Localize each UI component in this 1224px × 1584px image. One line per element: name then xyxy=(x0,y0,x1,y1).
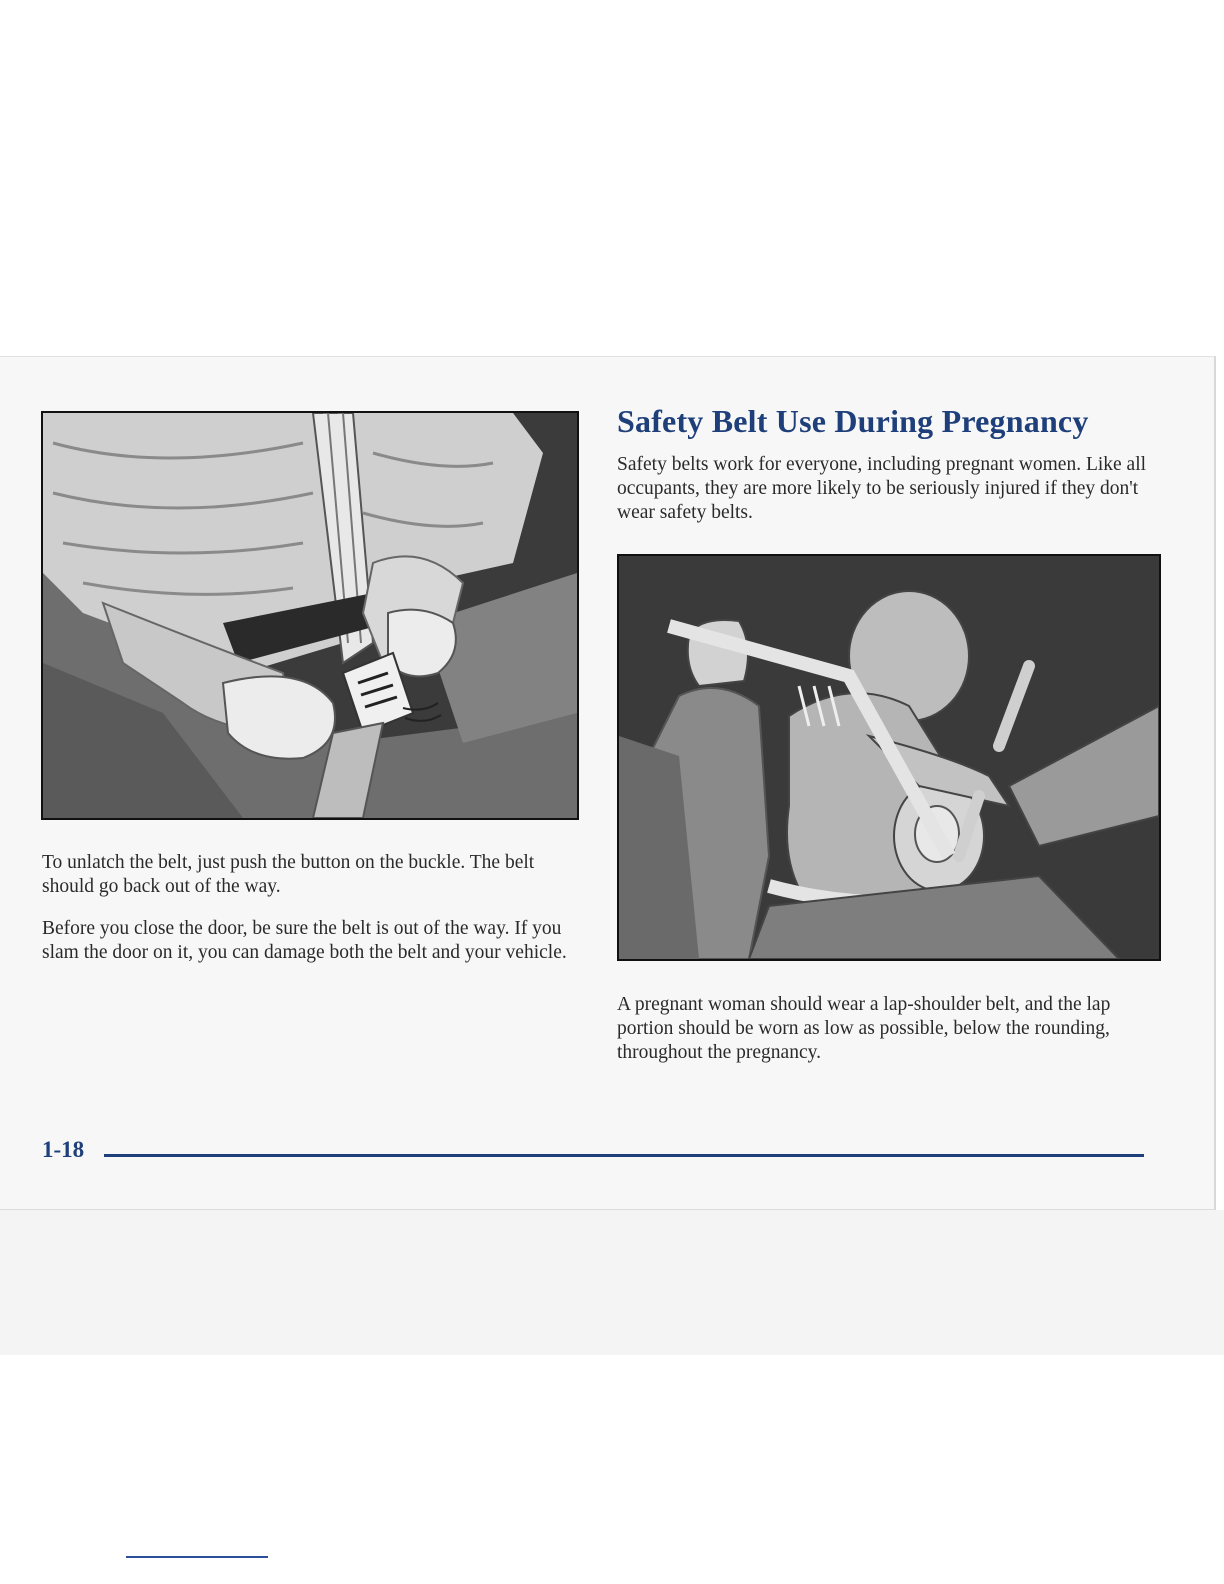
pregnancy-intro-text: Safety belts work for everyone, including pregnant women. Like all occupants, they are more likely to be seriously injured if they don't wear safety belts. xyxy=(617,454,1147,523)
section-title: Safety Belt Use During Pregnancy xyxy=(617,403,1089,439)
unlatch-belt-illustration xyxy=(41,411,579,820)
page-number: 1-18 xyxy=(42,1137,85,1162)
manual-page xyxy=(0,356,1216,1210)
pregnancy-caption: A pregnant woman should wear a lap-shoulder belt, and the lap portion should be worn as low as possible, below the rounding, throughout the pregnancy. xyxy=(617,994,1111,1063)
pregnancy-belt-drawing xyxy=(619,556,1159,959)
unlatch-belt-drawing xyxy=(43,413,577,818)
door-warning-text: Before you close the door, be sure the belt is out of the way. If you slam the door on it, you can damage both the belt and your vehicle. xyxy=(42,918,567,963)
bottom-link-underline xyxy=(126,1556,268,1558)
pregnancy-belt-illustration xyxy=(617,554,1161,961)
unlatch-instructions: To unlatch the belt, just push the button on the buckle. The belt should go back out of the way. xyxy=(42,852,535,897)
scan-background-band xyxy=(0,1210,1224,1355)
footer-rule xyxy=(104,1154,1144,1157)
